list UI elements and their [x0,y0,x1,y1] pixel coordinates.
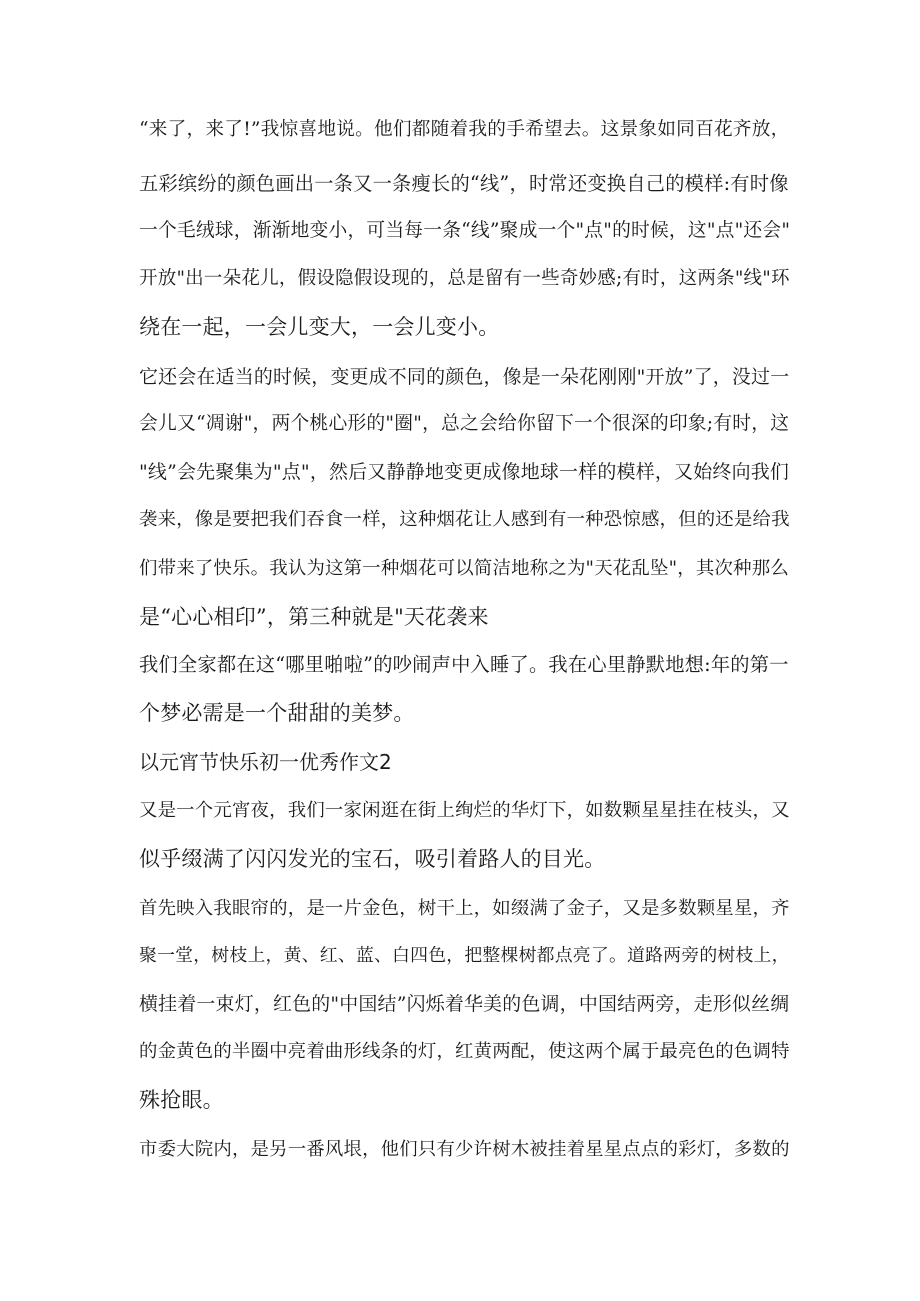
text-line: 一个毛绒球，渐渐地变小，可当每一条“线”聚成一个"点"的时候，这"点"还会" [139,220,791,241]
text-line: 开放"出一朵花儿，假设隐假设现的，总是留有一些奇妙感;有时，这两条"线"环 [139,268,790,289]
text-line: 绕在一起，一会儿变大，一会儿变小。 [139,315,500,339]
text-line: 袭来，像是要把我们吞食一样，这种烟花让人感到有一种恐惊感，但的还是给我 [139,509,790,530]
text-line: “来了，来了!”我惊喜地说。他们都随着我的手希望去。这景象如同百花齐放， [139,119,790,140]
text-line: 会儿又“凋谢"，两个桃心形的"圈"，总之会给你留下一个很深的印象;有时，这 [139,413,790,434]
text-line: 殊抢眼。 [139,1088,224,1112]
text-line: 又是一个元宵夜，我们一家闲逛在街上绚烂的华灯下，如数颗星星挂在枝头，又 [139,800,790,821]
text-line: 五彩缤纷的颜色画出一条又一条瘦长的“线”，时常还变换自己的模样:有时像 [139,172,789,195]
text-line: "线”会先聚集为"点"，然后又静静地变更成像地球一样的模样，又始终向我们 [139,461,790,483]
text-line: 是“心心相印”，第三种就是"天花袭来 [139,605,489,629]
text-line: 个梦必需是一个甜甜的美梦。 [139,701,415,725]
text-line: 它还会在适当的时候，变更成不同的颜色，像是一朵花刚刚"开放”了，没过一 [139,366,790,388]
text-line: 我们全家都在这“哪里啪啦”的吵闹声中入睡了。我在心里静默地想:年的第一 [139,653,789,676]
text-line: 首先映入我眼帘的，是一片金色，树干上，如缀满了金子，又是多数颗星星，齐 [139,898,790,919]
text-line: 横挂着一束灯，红色的"中国结”闪烁着华美的色调，中国结两旁，走形似丝绸 [139,993,790,1015]
text-line: 似乎缀满了闪闪发光的宝石，吸引着路人的目光。 [139,847,606,871]
text-line: 的金黄色的半圈中亮着曲形线条的灯，红黄两配，使这两个属于最亮色的色调特 [139,1041,790,1062]
text-line: 们带来了快乐。我认为这第一种烟花可以简洁地称之为"天花乱坠"，其次种那么 [139,558,789,579]
text-line: 市委大院内，是另一番风垠，他们只有少许树木被挂着星星点点的彩灯，多数的 [139,1139,790,1160]
text-line: 聚一堂，树枝上，黄、红、蓝、白四色，把整棵树都点亮了。道路两旁的树枝上， [139,945,790,966]
section-heading: 以元宵节快乐初一优秀作文2 [139,750,392,774]
